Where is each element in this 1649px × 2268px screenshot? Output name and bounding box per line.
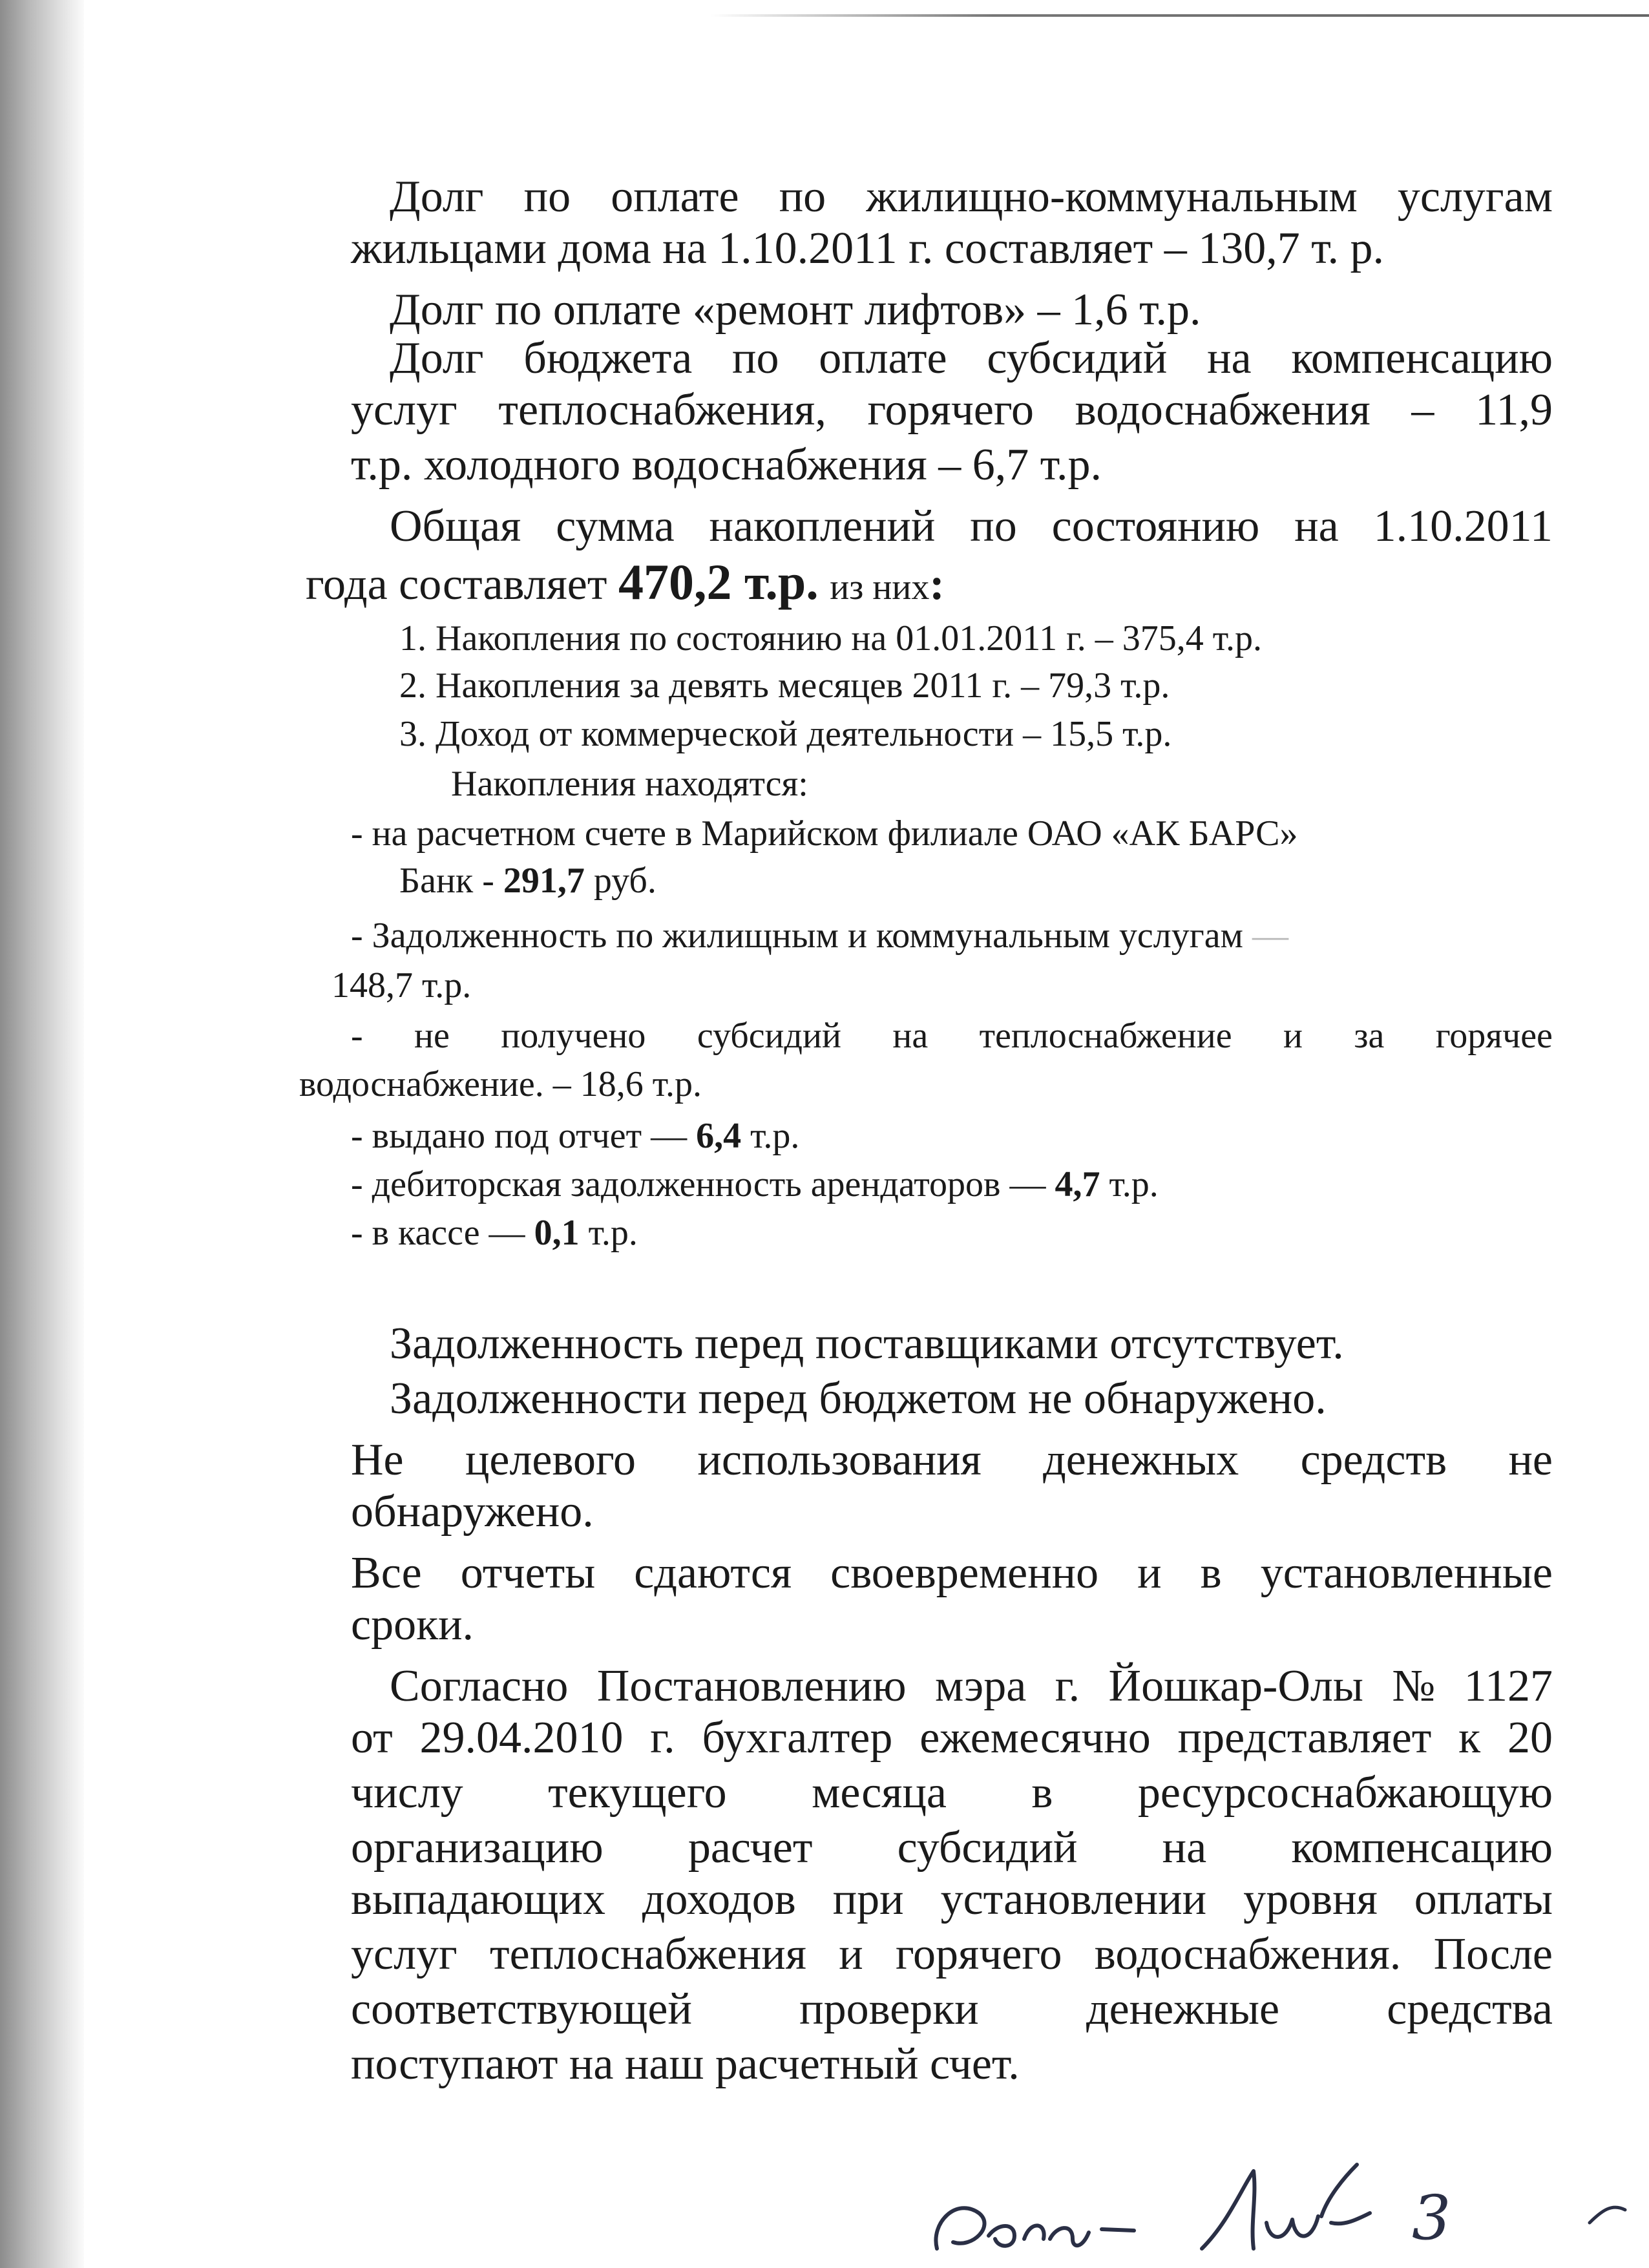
word: Все [351, 1548, 422, 1598]
word: – [1411, 385, 1434, 435]
word: от [351, 1713, 393, 1763]
resolution-line-5 [351, 1874, 1553, 1924]
word: Долг [390, 172, 484, 222]
signature-1 [936, 2208, 1134, 2249]
word: представляет [1177, 1713, 1432, 1763]
word: на [892, 1016, 929, 1056]
word: Постановлению [596, 1661, 907, 1711]
word: № [1392, 1661, 1436, 1711]
word: Не [351, 1435, 404, 1485]
word: оплате [819, 333, 947, 383]
word: теплоснабжение [979, 1016, 1232, 1056]
word: ресурсоснабжающую [1137, 1768, 1553, 1818]
budget-debt-line-3: т.р. холодного водоснабжения – 6,7 т.р. [351, 440, 1102, 490]
savings-total-of-them: из них [830, 567, 930, 607]
word: средства [1387, 1984, 1553, 2034]
debt-elevators: Долг по оплате «ремонт лифтов» – 1,6 т.р. [390, 285, 1201, 335]
budget-debt-line-1 [390, 333, 1553, 383]
word: средств [1300, 1435, 1447, 1485]
account-bank-amount: 291,7 [503, 861, 585, 901]
word: по [732, 333, 779, 383]
account-bank-label: Банк - [399, 861, 503, 901]
word: 1127 [1464, 1661, 1553, 1711]
resolution-line-8: поступают на наш расчетный счет. [351, 2039, 1020, 2089]
word: бухгалтер [702, 1713, 893, 1763]
word: ежемесячно [919, 1713, 1151, 1763]
word: водоснабжения. [1094, 1929, 1402, 1979]
word: денежные [1086, 1984, 1280, 2034]
word: 29.04.2010 [419, 1713, 624, 1763]
account-bank-unit: руб. [584, 861, 656, 901]
word: установленные [1260, 1548, 1553, 1598]
savings-total-line-2 [306, 554, 945, 610]
word: Общая [390, 501, 521, 551]
scan-shadow-edge [0, 0, 84, 2268]
savings-total-label: года составляет [306, 560, 607, 609]
word: соответствующей [351, 1984, 692, 2034]
receivables-label: - дебиторская задолженность арендаторов — [351, 1164, 1055, 1204]
word: сдаются [634, 1548, 792, 1598]
word: состоянию [1051, 501, 1260, 551]
cash-desk [351, 1215, 638, 1251]
list-item-2: 2. Накопления за девять месяцев 2011 г. – 79,3 т.р. [399, 666, 1170, 706]
word: по [523, 172, 571, 222]
word: услуг [351, 1929, 457, 1979]
list-item-1: 1. Накопления по состоянию на 01.01.2011 г. – 375,4 т.р. [399, 618, 1263, 658]
cash-unit: т.р. [579, 1213, 638, 1253]
word: в [1200, 1548, 1222, 1598]
issued-amount: 6,4 [696, 1116, 742, 1156]
word: при [832, 1874, 904, 1924]
word: проверки [799, 1984, 979, 2034]
word: жилищно-коммунальным [866, 172, 1358, 222]
account-bank-line-2 [399, 863, 656, 899]
word: выпадающих [351, 1874, 605, 1924]
savings-total-amount: 470,2 т.р. [618, 554, 819, 610]
cash-label: - в кассе — [351, 1213, 534, 1253]
word: на [1207, 333, 1252, 383]
account-bank-line-1: - на расчетном счете в Марийском филиале ОАО «АК БАРС» [351, 814, 1298, 854]
housing-debt-line-2: 148,7 т.р. [331, 965, 472, 1005]
word: компенсацию [1291, 333, 1553, 383]
word: отчеты [460, 1548, 596, 1598]
resolution-line-4 [351, 1825, 1553, 1871]
subsidy-unpaid-line-1 [351, 1018, 1553, 1054]
debt-housing-line-2: жильцами дома на 1.10.2011 г. составляет – 130,7 т. р. [351, 224, 1385, 273]
signature-2 [1202, 2165, 1370, 2249]
word: расчет [688, 1823, 813, 1873]
scan-top-line [711, 14, 1649, 17]
resolution-line-1 [390, 1661, 1553, 1711]
supplier-debt: Задолженность перед поставщиками отсутствует. [390, 1319, 1344, 1369]
receivables-unit: т.р. [1100, 1164, 1159, 1204]
word: теплоснабжения, [498, 385, 826, 435]
tenant-receivables [351, 1166, 1159, 1202]
word: числу [351, 1768, 463, 1818]
word: теплоснабжения [490, 1929, 806, 1979]
word: и [1283, 1016, 1303, 1056]
word: на [1162, 1823, 1207, 1873]
word: услугам [1397, 172, 1553, 222]
word: субсидий [897, 1823, 1078, 1873]
word: в [1031, 1768, 1053, 1818]
word: и [839, 1929, 863, 1979]
word: текущего [548, 1768, 727, 1818]
issued-unit: т.р. [741, 1116, 800, 1156]
word: субсидий [697, 1016, 841, 1056]
word: установлении [940, 1874, 1207, 1924]
word: не [414, 1016, 450, 1056]
misuse-line-1 [351, 1435, 1553, 1485]
word: горячего [867, 385, 1034, 435]
word: Долг [390, 333, 484, 383]
word: горячего [896, 1929, 1062, 1979]
word: не [1508, 1435, 1553, 1485]
resolution-line-7 [351, 1984, 1553, 2034]
word: После [1433, 1929, 1553, 1979]
word: г. [650, 1713, 675, 1763]
word: - [351, 1016, 363, 1056]
budget-debt-line-2 [351, 385, 1553, 435]
word: мэра [935, 1661, 1027, 1711]
word: на [1294, 501, 1339, 551]
debt-housing-line-1 [390, 174, 1553, 220]
word: по [970, 501, 1017, 551]
word: водоснабжения [1075, 385, 1371, 435]
accounts-title: Накопления находятся: [451, 764, 808, 804]
word: своевременно [830, 1548, 1099, 1598]
word: и [1137, 1548, 1162, 1598]
list-item-3: 3. Доход от коммерческой деятельности – 15,5 т.р. [399, 714, 1172, 754]
word: месяца [812, 1768, 947, 1818]
savings-total-colon: : [929, 560, 945, 609]
word: услуг [351, 385, 457, 435]
issued-under-report [351, 1118, 799, 1154]
word: накоплений [709, 501, 936, 551]
word: организацию [351, 1823, 604, 1873]
resolution-line-3 [351, 1770, 1553, 1816]
misuse-line-2: обнаружено. [351, 1487, 594, 1537]
reports-line-1 [351, 1548, 1553, 1598]
housing-debt-text: - Задолженность по жилищным и коммунальным услугам [351, 916, 1243, 956]
housing-debt-line-1 [351, 918, 1288, 954]
word: использования [697, 1435, 982, 1485]
page-number: 3 [1412, 2183, 1451, 2254]
resolution-line-6 [351, 1929, 1553, 1979]
word: по [779, 172, 826, 222]
word: за [1354, 1016, 1385, 1056]
word: оплате [611, 172, 739, 222]
word: целевого [465, 1435, 636, 1485]
word: Согласно [390, 1661, 569, 1711]
word: субсидий [987, 333, 1168, 383]
receivables-amount: 4,7 [1055, 1164, 1100, 1204]
word: доходов [642, 1874, 796, 1924]
handwritten-signatures [918, 2152, 1641, 2268]
word: Йошкар-Олы [1108, 1661, 1363, 1711]
word: к [1458, 1713, 1481, 1763]
cash-amount: 0,1 [534, 1213, 580, 1253]
word: 1.10.2011 [1373, 501, 1553, 551]
word: денежных [1043, 1435, 1239, 1485]
word: оплаты [1414, 1874, 1553, 1924]
word: горячее [1435, 1016, 1553, 1056]
signature-mark [1590, 2207, 1625, 2223]
word: бюджета [523, 333, 693, 383]
resolution-line-2 [351, 1713, 1553, 1763]
word: получено [501, 1016, 646, 1056]
reports-line-2: сроки. [351, 1600, 474, 1650]
housing-debt-dash: — [1243, 916, 1288, 956]
issued-label: - выдано под отчет — [351, 1116, 697, 1156]
word: 20 [1507, 1713, 1553, 1763]
word: уровня [1243, 1874, 1378, 1924]
word: сумма [556, 501, 675, 551]
subsidy-unpaid-line-2: водоснабжение. – 18,6 т.р. [299, 1064, 702, 1104]
word: компенсацию [1291, 1823, 1553, 1873]
word: 11,9 [1475, 385, 1553, 435]
word: г. [1055, 1661, 1080, 1711]
savings-total-line-1 [390, 501, 1553, 551]
budget-debt-absent: Задолженности перед бюджетом не обнаружено. [390, 1374, 1327, 1423]
